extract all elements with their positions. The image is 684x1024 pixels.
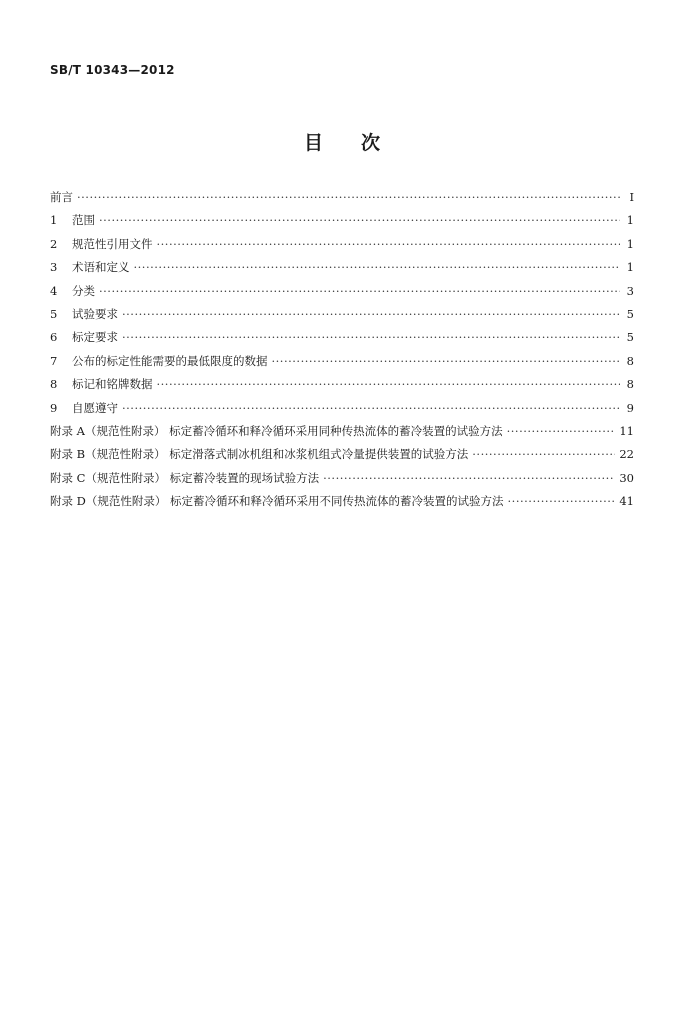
toc-entry-page: 1 [626, 260, 634, 275]
toc-entry-appendix-d[interactable] [50, 493, 634, 516]
toc-entry-4[interactable] [50, 283, 634, 306]
toc-title-left: 目 [303, 132, 323, 154]
toc-entry-page: 5 [626, 330, 634, 345]
toc-entry-page: 30 [619, 470, 634, 485]
toc-entry-page: 1 [626, 213, 634, 228]
toc-entry-text: 附录 B（规范性附录） 标定滑落式制冰机组和冰浆机组式冷量提供装置的试验方法 [50, 447, 469, 462]
toc-title-right: 次 [361, 132, 381, 154]
toc-leader-dots [157, 237, 621, 251]
toc-entry-text: 标定要求 [72, 330, 118, 345]
toc-entry-number: 8 [50, 377, 58, 392]
toc-entry-6[interactable] [50, 329, 634, 352]
toc-entry-page: 9 [626, 400, 634, 415]
toc-leader-dots [157, 377, 621, 391]
toc-entry-page: 8 [626, 353, 634, 368]
toc-entry-number: 1 [50, 213, 58, 228]
toc-entry-appendix-b[interactable] [50, 446, 634, 469]
toc-leader-dots [122, 307, 620, 321]
toc-entry-text: 附录 A（规范性附录） 标定蓄冷循环和释冷循环采用同种传热流体的蓄冷装置的试验方法 [50, 423, 503, 438]
toc-leader-dots [272, 354, 621, 368]
toc-entry-page: 11 [619, 423, 634, 438]
toc-entry-page: 3 [626, 283, 634, 298]
toc-entry-page: 5 [626, 306, 634, 321]
toc-entry-appendix-a[interactable] [50, 423, 634, 446]
toc-entry-9[interactable] [50, 400, 634, 423]
toc-entry-appendix-c[interactable] [50, 470, 634, 493]
toc-entry-text: 术语和定义 [72, 260, 130, 275]
toc-entry-page: 22 [619, 447, 634, 462]
toc-entry-number: 7 [50, 353, 58, 368]
toc-entry-text: 附录 C（规范性附录） 标定蓄冷装置的现场试验方法 [50, 470, 320, 485]
toc-entry-text: 附录 D（规范性附录） 标定蓄冷循环和释冷循环采用不同传热流体的蓄冷装置的试验方法 [50, 494, 504, 509]
toc-entry-3[interactable] [50, 259, 634, 282]
toc-entry-page: 1 [626, 236, 634, 251]
toc-leader-dots [99, 284, 620, 298]
toc-entry-page: 8 [626, 377, 634, 392]
toc-entry-text: 前言 [50, 190, 73, 204]
toc-entry-number: 5 [50, 306, 58, 321]
toc-entry-foreword[interactable] [50, 189, 634, 212]
toc-entry-text: 试验要求 [72, 306, 118, 321]
toc-entry-page: 41 [619, 494, 634, 509]
toc-entry-text: 规范性引用文件 [72, 236, 153, 251]
toc-leader-dots [99, 213, 620, 227]
toc-entry-number: 4 [50, 283, 58, 298]
toc-entry-text: 自愿遵守 [72, 400, 118, 415]
toc-entry-text: 分类 [72, 283, 95, 298]
toc-entry-text: 公布的标定性能需要的最低限度的数据 [72, 353, 268, 368]
toc-entry-8[interactable] [50, 376, 634, 399]
toc-leader-dots [508, 494, 616, 508]
table-of-contents [50, 189, 634, 516]
toc-entry-text: 范围 [72, 213, 95, 228]
toc-entry-text: 标记和铭牌数据 [72, 377, 153, 392]
toc-entry-number: 2 [50, 236, 58, 251]
toc-leader-dots [77, 190, 620, 204]
document-code: SB/T 10343—2012 [50, 63, 175, 77]
toc-leader-dots [472, 447, 615, 461]
toc-entry-number: 9 [50, 400, 58, 415]
toc-entry-page: Ⅰ [629, 190, 634, 204]
toc-leader-dots [122, 330, 620, 344]
toc-leader-dots [323, 471, 615, 485]
toc-leader-dots [134, 260, 621, 274]
toc-title [0, 128, 684, 155]
toc-entry-2[interactable] [50, 236, 634, 259]
toc-entry-1[interactable] [50, 212, 634, 235]
toc-entry-7[interactable] [50, 353, 634, 376]
toc-leader-dots [122, 401, 620, 415]
toc-entry-number: 6 [50, 330, 58, 345]
toc-entry-number: 3 [50, 260, 58, 275]
toc-leader-dots [507, 424, 616, 438]
toc-entry-5[interactable] [50, 306, 634, 329]
